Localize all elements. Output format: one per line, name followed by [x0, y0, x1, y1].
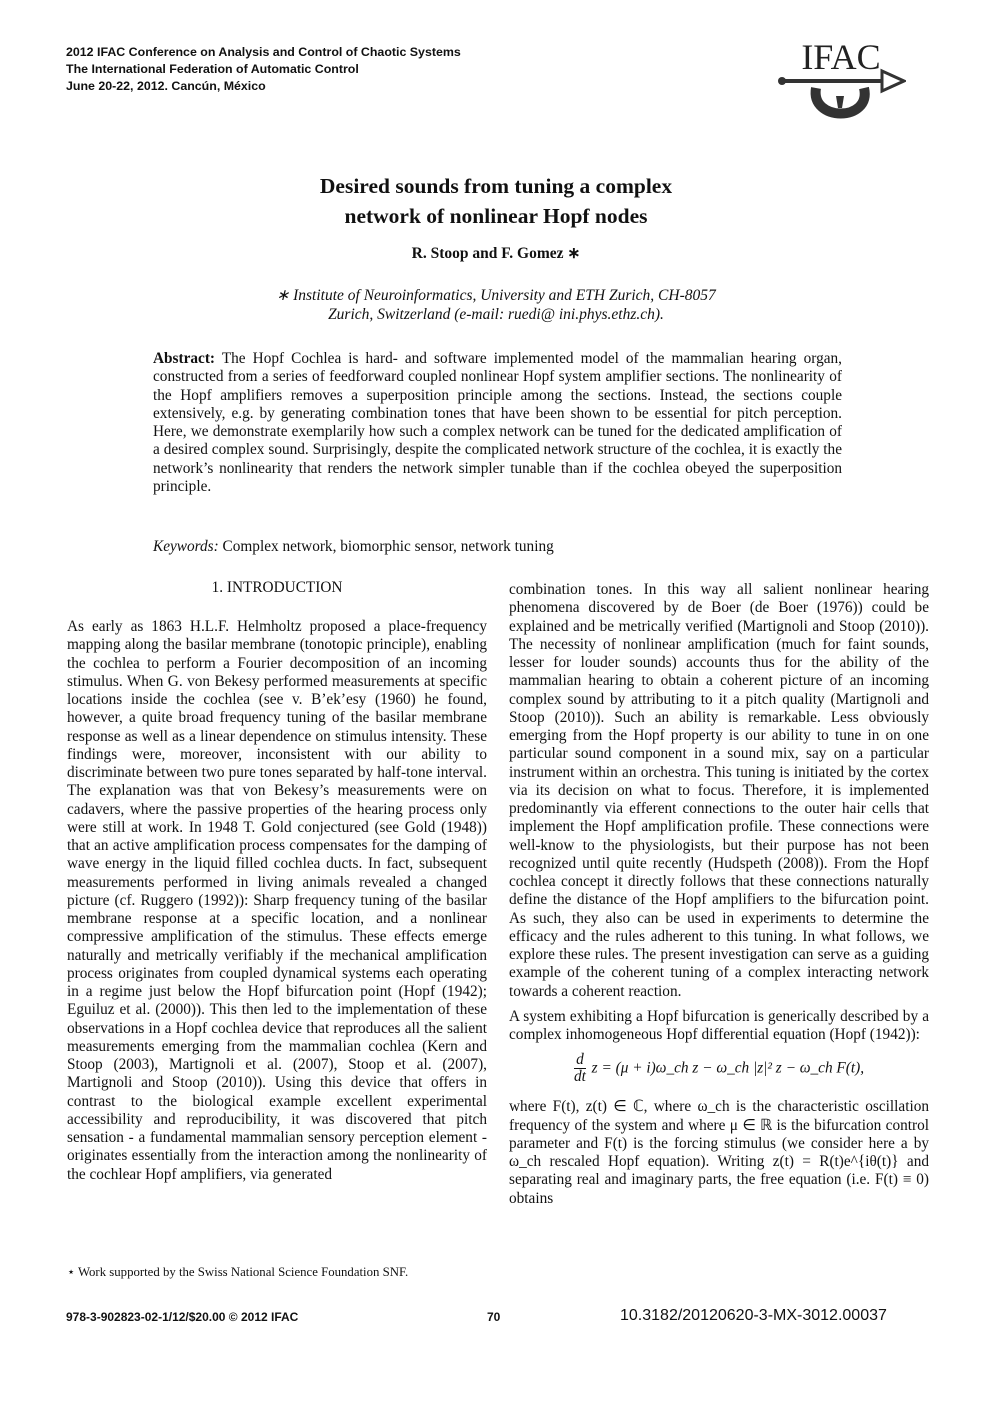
body-paragraph: where F(t), z(t) ∈ ℂ, where ω_ch is the characteristic oscillation frequency of the system and where μ ∈ ℝ is the bifurcation control parameter and F(t) is the forcing stimulus (we consider here a by ω_ch rescaled Hopf equation). Writing z(t) = R(t)e^{iθ(t)} and separating real and imaginary parts, the free equation (i.e. F(t) ≡ 0) obtains	[509, 1098, 929, 1207]
intro-paragraph: As early as 1863 H.L.F. Helmholtz proposed a place-frequency mapping along the basilar membrane (tonotopic principle), enabling the cochlea to perform a Fourier decomposition of an incoming stimulus. When G. von Bekesy performed measurements at specific locations inside the cochlea (see v. B’ek’esy (1960) he found, however, a quite broad frequency tuning of the basilar membrane response as well as a linear dependence on stimulus intensity. These findings were, moreover, inconsistent with our ability to discriminate between two pure tones separated by half-tone interval. The explanation was that von Bekesy’s measurements were on cadavers, where the passive properties of the hearing process only were still at work. In 1948 T. Gold conjectured (see Gold (1948)) that an active amplification process compensates for the damping of wave energy in the liquid filled cochlea ducts. In fact, subsequent measurements performed in living animals revealed a changed picture (cf. Ruggero (1992)): Sharp frequency tuning of the basilar membrane response at a specific location, and a nonlinear compressive amplification of the stimulus. These effects emerge naturally and metrically verifiably if the mechanical amplification process originates from coupled dynamical systems each operating in a regime just below the Hopf bifurcation point (Hopf (1942); Eguiluz et al. (2000)). This then led to the implementation of these observations in a Hopf cochlea device that reproduces all the salient measurements emerging from the mammalian cochlea (Kern and Stoop (2003), Martignoli et al. (2007), Stoop et al. (2007), Martignoli and Stoop (2010)). Using this device that offers in contrast to the biological example excellent experimental accessibility and reproducibility, it was discovered that pitch sensation - a fundamental mammalian sensory perception element - originates essentially from the interaction among the nonlinearity of the cochlear Hopf amplifiers, via generated	[67, 618, 487, 1183]
abstract-text: The Hopf Cochlea is hard- and software implemented model of the mammalian hearing organ, constructed from a series of feedforward coupled nonlinear Hopf system amplifier sections. The nonlinearity of the Hopf amplifiers removes a superposition principle among the sections. Instead, the sections couple extensively, e.g. by generating combination tones that have been shown to be essential for pitch perception. Here, we demonstrate exemplarily how such a complex network can be tuned for the dedicated amplification of a desired complex sound. Surprisingly, despite the complicated network structure of the cochlea, it is exactly the network’s nonlinearity that renders the network simpler tunable than if the cochlea obeyed the superposition principle.	[153, 350, 842, 496]
keywords-label: Keywords:	[153, 538, 219, 555]
abstract	[153, 350, 842, 496]
keywords	[153, 538, 842, 556]
ifac-logo	[776, 38, 906, 136]
section-heading: 1. INTRODUCTION	[211, 579, 343, 596]
title-line: network of nonlinear Hopf nodes	[344, 204, 648, 228]
ifac-logo-text: IFAC	[801, 38, 881, 77]
fraction-denominator: dt	[573, 1068, 586, 1086]
footer-isbn: 978-3-902823-02-1/12/$20.00 © 2012 IFAC	[66, 1310, 299, 1324]
right-column	[509, 581, 929, 1208]
fraction-numerator: d	[574, 1052, 586, 1069]
keywords-text: Complex network, biomorphic sensor, network tuning	[222, 538, 554, 555]
paper-title	[0, 171, 992, 231]
derivative-fraction	[574, 1052, 586, 1085]
footer-doi: 10.3182/20120620-3-MX-3012.00037	[620, 1307, 887, 1324]
abstract-label: Abstract:	[153, 350, 216, 367]
affiliation-line: ∗ Institute of Neuroinformatics, University and ETH Zurich, CH-8057	[276, 287, 716, 304]
equation-rhs: z = (μ + i)ω_ch z − ω_ch |z|² z − ω_ch F(t),	[591, 1059, 865, 1077]
footer-page-number: 70	[487, 1310, 501, 1324]
left-column	[67, 618, 487, 1184]
affiliation-line: Zurich, Switzerland (e-mail: ruedi@ ini.phys.ethz.ch).	[328, 306, 664, 323]
conference-header	[66, 44, 461, 95]
title-line: Desired sounds from tuning a complex	[319, 174, 673, 198]
hopf-equation	[509, 1052, 929, 1092]
conference-line: 2012 IFAC Conference on Analysis and Control of Chaotic Systems	[66, 45, 461, 59]
body-paragraph: combination tones. In this way all salient nonlinear hearing phenomena discovered by de Boer (de Boer (1976)) could be explained and be metrically verified (Martignoli and Stoop (2010)). The necessity of nonlinear amplification (much for faint sounds, lesser for louder sounds) accounts thus for the ability of the mammalian hearing to obtain a coherent picture of an incoming complex sound by attributing to it a pitch quality (Martignoli and Stoop (2010)). Such an ability is remarkable. Less obviously emerging from the Hopf property is our ability to tune in on one particular sound component in a sound mix, say on a particular instrument within an orchestra. This tuning is initiated by the cortex via its decision on what to focus. Therefore, it is implemented predominantly via efferent connections to the outer hair cells that implement the Hopf amplification profile. These connections were well-know to the physiologists, but their purpose has not been recognized until quite recently (Hudspeth (2008)). From the Hopf cochlea concept it directly follows that these connections naturally define the distance of the Hopf amplifiers to the bifurcation point. As such, they also can be used in experiments to determine the efficacy and the rules adherent to this tuning. In what follows, we explore these rules. The present investigation can serve as a guiding example of the coherent tuning of a complex interacting network towards a coherent reaction.	[509, 581, 929, 1000]
affiliation	[0, 286, 992, 324]
authors: R. Stoop and F. Gomez ∗	[411, 245, 581, 262]
conference-line: The International Federation of Automatic Control	[66, 62, 359, 76]
conference-line: June 20-22, 2012. Cancún, México	[66, 79, 266, 93]
body-paragraph: A system exhibiting a Hopf bifurcation is generically described by a complex inhomogeneous Hopf differential equation (Hopf (1942)):	[509, 1007, 929, 1043]
footnote: ⋆ Work supported by the Swiss National Science Foundation SNF.	[67, 1265, 409, 1279]
